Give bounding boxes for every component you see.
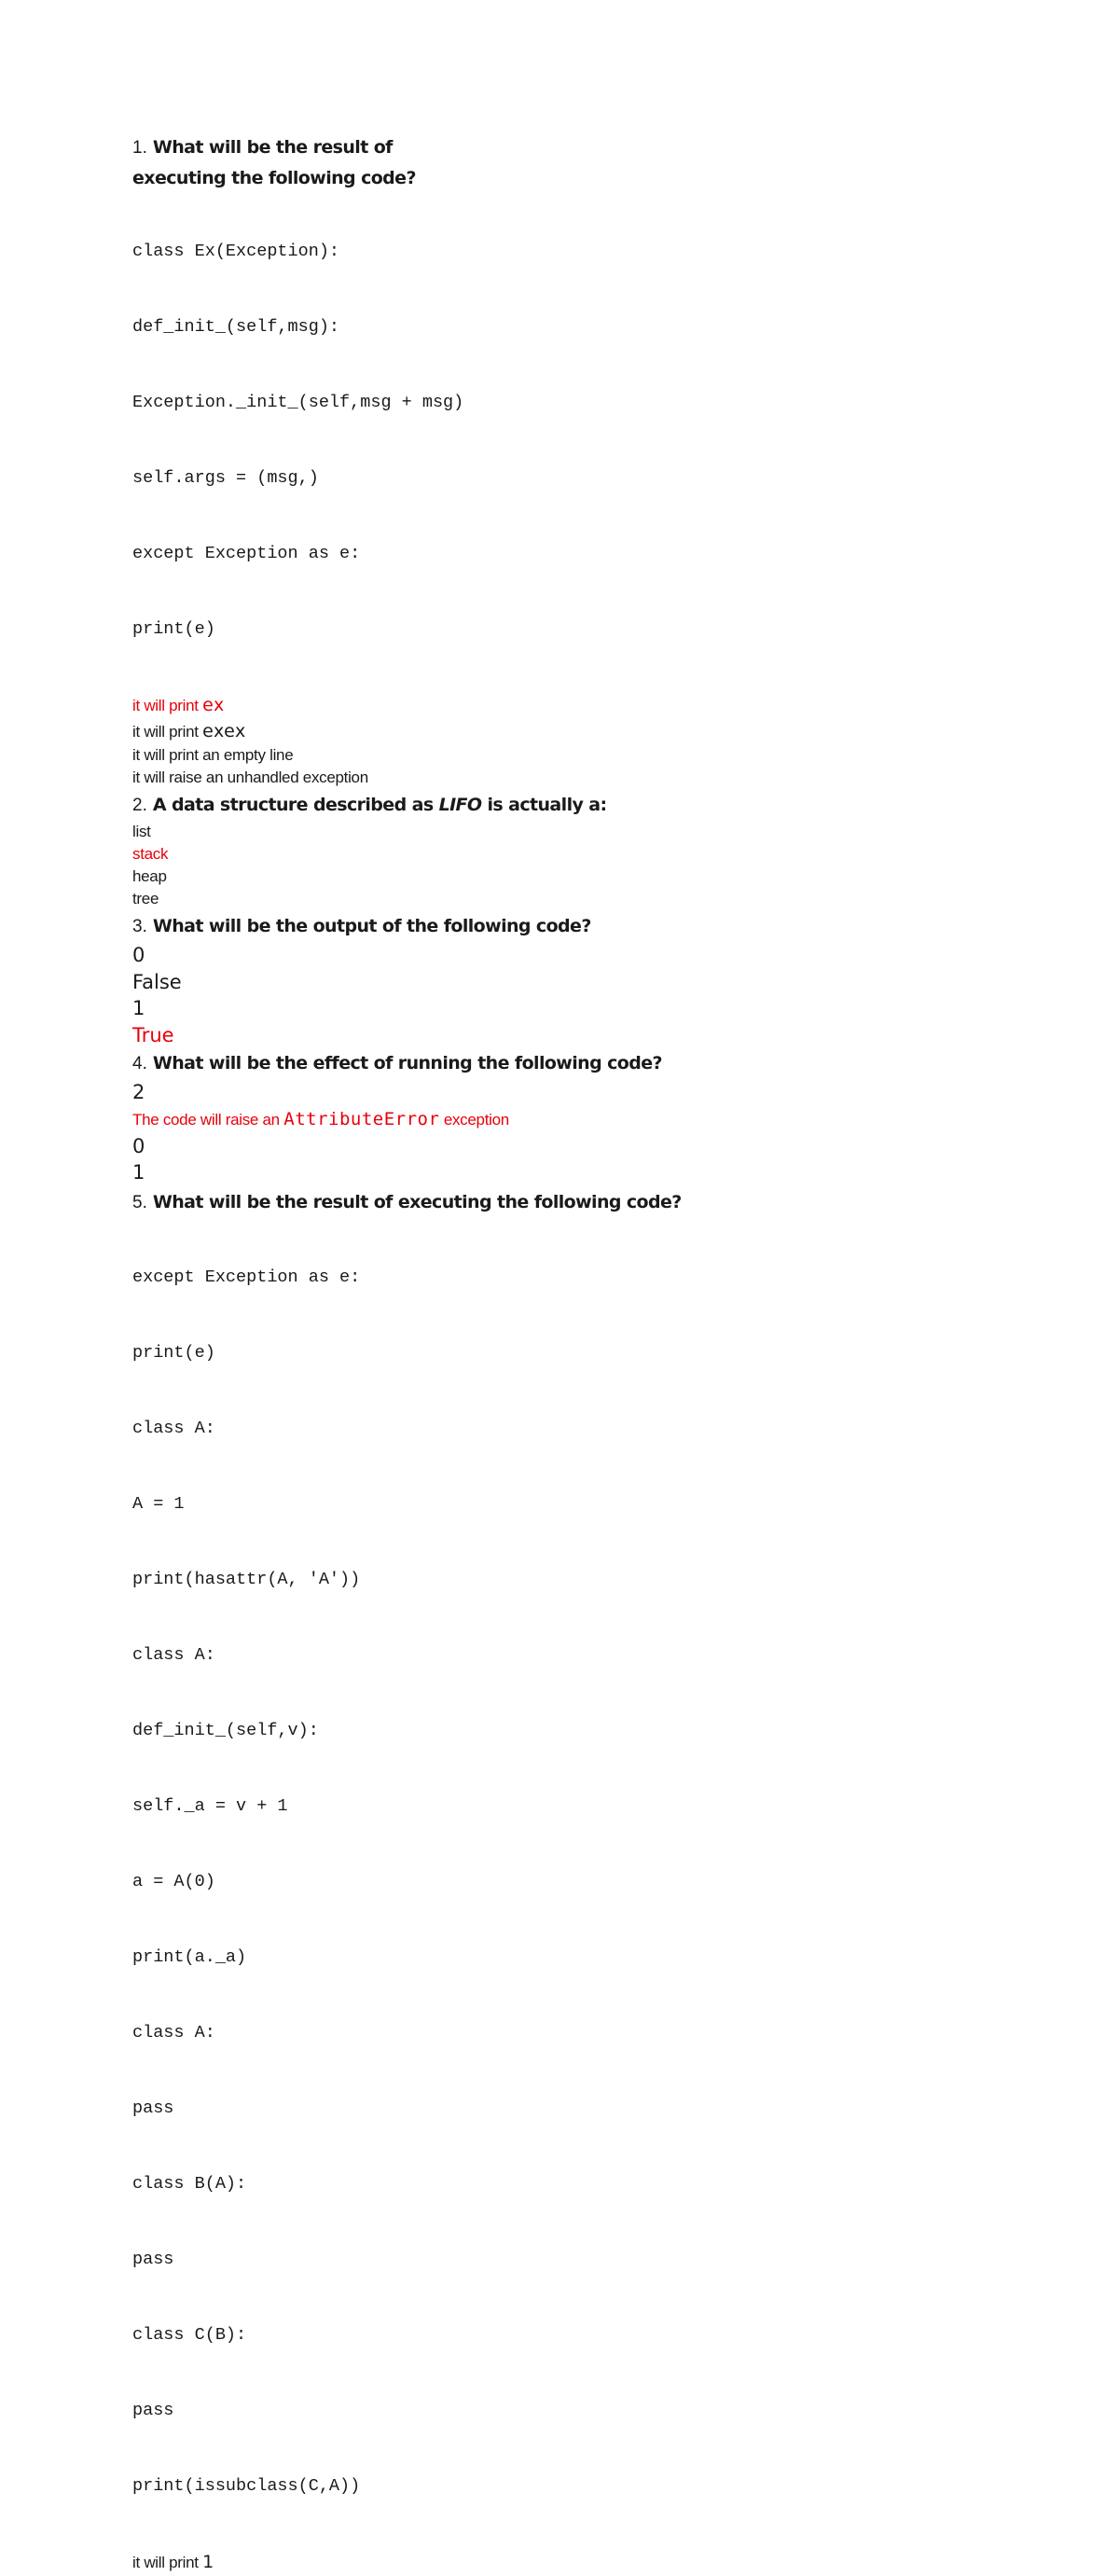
code-line: A = 1 [132, 1493, 185, 1514]
code-line: class A: [132, 1644, 215, 1665]
answer-option: heap [132, 867, 167, 885]
answer-option: it will print 1 [132, 2551, 214, 2572]
question-text: What will be the result of executing the following code? [152, 1191, 682, 1212]
answer-option: 0 [132, 1134, 145, 1157]
code-line: print(hasattr(A, 'A')) [132, 1569, 361, 1589]
question-text-italic: LIFO [438, 795, 482, 815]
question-text: What will be the effect of running the following code? [152, 1053, 662, 1073]
code-line: pass [132, 2400, 174, 2420]
code-line: class C(B): [132, 2324, 247, 2345]
code-line: print(e) [132, 619, 215, 639]
answer-option: 0 [132, 944, 145, 966]
answer-option-correct: The code will raise an AttributeError exception [132, 1108, 509, 1129]
question-text: is actually a: [481, 795, 607, 815]
code-line: except Exception as e: [132, 1267, 361, 1287]
answer-option: tree [132, 890, 159, 907]
document-page [132, 132, 1028, 2576]
code-line: pass [132, 2098, 174, 2118]
question-number: 5. [132, 1192, 147, 1212]
question-text: What will be the result of [152, 137, 393, 158]
question-number: 2. [132, 796, 147, 815]
question-text: A data structure described as [152, 795, 439, 815]
code-line: self.args = (msg,) [132, 468, 319, 488]
code-line: print(a._a) [132, 1946, 247, 1967]
question-3-title [132, 911, 1028, 942]
question-number: 1. [132, 138, 147, 158]
answer-option: list [132, 823, 151, 840]
question-1-code [132, 188, 1028, 692]
code-line: Exception._init_(self,msg + msg) [132, 393, 464, 412]
answer-option: it will print an empty line [132, 746, 294, 764]
answer-option: False [132, 970, 182, 993]
question-4-title [132, 1048, 1028, 1079]
code-line: a = A(0) [132, 1871, 215, 1891]
code-line: print(e) [132, 1342, 215, 1363]
answer-option-correct: True [132, 1023, 174, 1046]
answer-option: 1 [132, 1161, 145, 1184]
question-5-code [132, 1214, 1028, 2549]
answer-option-correct: stack [132, 845, 169, 863]
code-line: class Ex(Exception): [132, 242, 340, 261]
answer-option: 1 [132, 997, 145, 1019]
answer-option: 2 [132, 1081, 145, 1103]
answer-option: it will raise an unhandled exception [132, 769, 368, 786]
question-number: 3. [132, 917, 147, 936]
code-line: class A: [132, 2022, 215, 2043]
code-line: pass [132, 2249, 174, 2269]
question-1-title-cont: executing the following code? [132, 168, 416, 188]
question-text: What will be the output of the following code? [152, 916, 591, 936]
code-line: print(issubclass(C,A)) [132, 2475, 361, 2496]
code-line: class A: [132, 1418, 215, 1438]
code-line: def_init_(self,v): [132, 1720, 319, 1740]
code-line: except Exception as e: [132, 544, 361, 563]
code-line: def_init_(self,msg): [132, 317, 340, 337]
answer-option: it will print exex [132, 721, 246, 741]
question-2-title [132, 790, 1028, 821]
answer-option-correct: it will print ex [132, 695, 225, 715]
question-number: 4. [132, 1054, 147, 1073]
code-line: class B(A): [132, 2173, 247, 2194]
question-1-title [132, 132, 1028, 163]
code-line: self._a = v + 1 [132, 1795, 288, 1816]
